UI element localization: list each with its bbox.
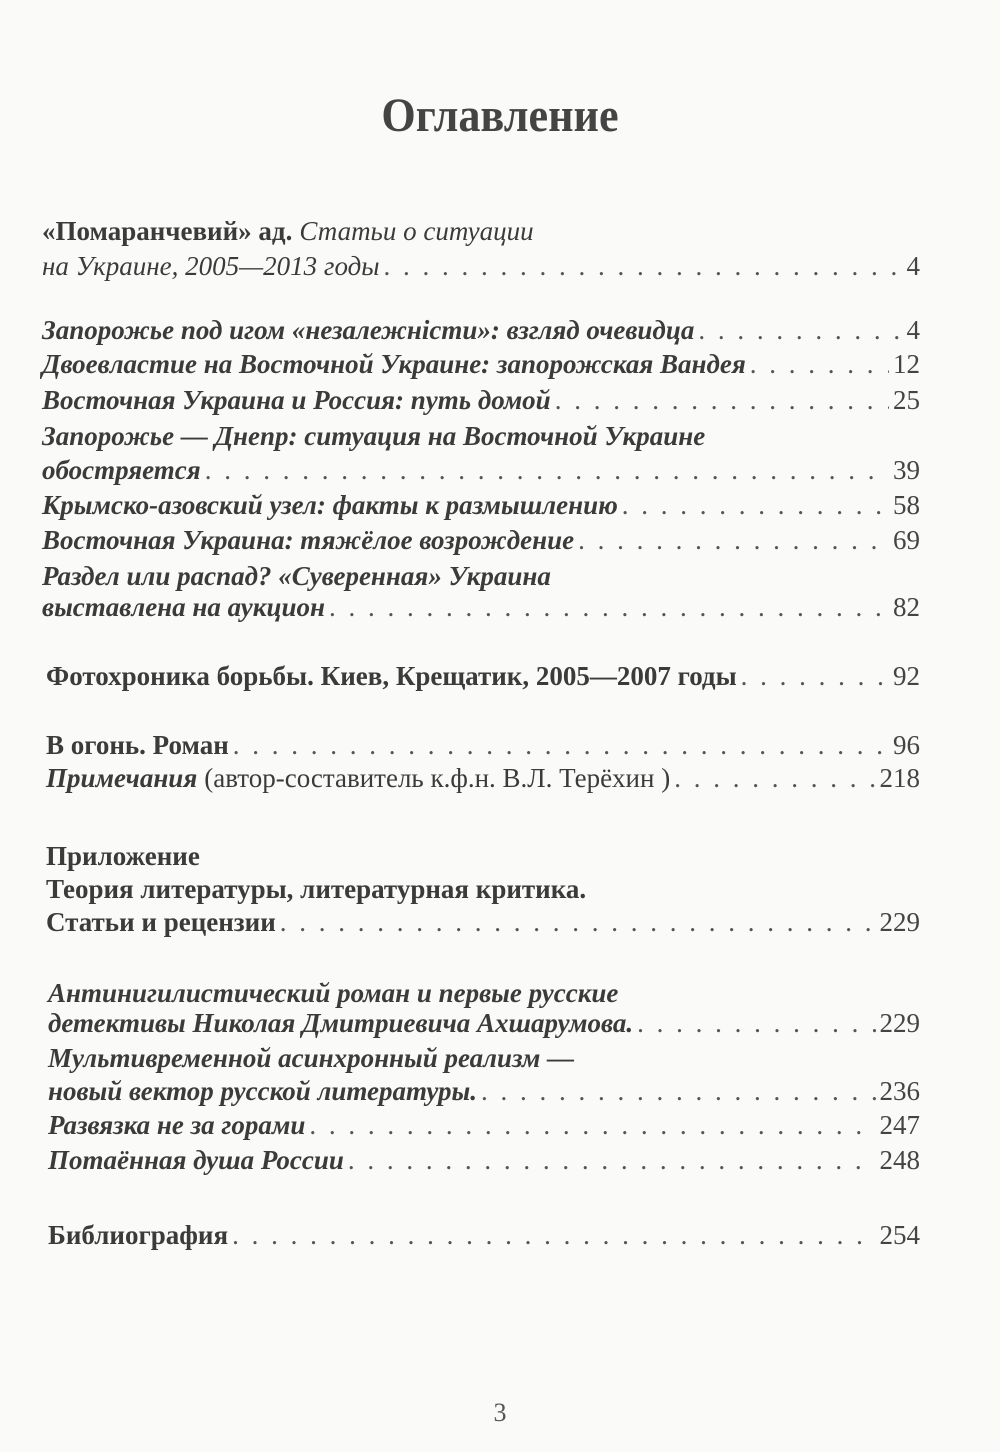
toc-entry[interactable] [46, 728, 920, 762]
toc-entry[interactable] [48, 1006, 920, 1040]
toc-entry[interactable] [48, 1074, 920, 1108]
toc-entry-line [42, 559, 920, 593]
dot-leader [481, 1074, 876, 1108]
toc-entry[interactable] [48, 1108, 920, 1142]
entry-title: Мультивременной асинхронный реализм — [48, 1043, 575, 1073]
page-number: 3 [493, 1398, 507, 1427]
entry-title: Запорожье под игом «незалежністи»: взгляд очевидца [42, 315, 695, 345]
toc-entry-line [48, 976, 920, 1010]
dot-leader [329, 590, 889, 624]
page-ref: 229 [879, 1008, 920, 1038]
page-ref: 12 [893, 349, 920, 379]
dot-leader [309, 1108, 875, 1142]
entry-title: Фотохроника борьбы. Киев, Крещатик, 2005—2007 годы [46, 661, 737, 691]
entry-title: Раздел или распад? «Суверенная» Украина [42, 561, 551, 591]
toc-entry[interactable] [42, 383, 920, 417]
toc-entry[interactable] [42, 249, 920, 283]
entry-title: Статьи и рецензии [46, 907, 276, 937]
page-ref: 92 [893, 661, 920, 691]
dot-leader [578, 523, 889, 557]
page-ref: 248 [879, 1145, 920, 1175]
page-ref: 39 [893, 455, 920, 485]
entry-title: Восточная Украина: тяжёлое возрождение [42, 525, 575, 555]
dot-leader [233, 728, 889, 762]
entry-title: Антинигилистический роман и первые русские [48, 978, 619, 1008]
dot-leader [637, 1006, 875, 1040]
entry-title: В огонь. Роман [46, 730, 229, 760]
page-ref: 82 [893, 592, 920, 622]
entry-title: Теория литературы, литературная критика. [46, 874, 587, 904]
toc-entry-line [48, 1041, 920, 1075]
toc-entry-line [46, 839, 920, 873]
entry-title: Восточная Украина и Россия: путь домой [42, 385, 551, 415]
toc-entry-line [42, 214, 920, 248]
entry-note: (автор-составитель к.ф.н. В.Л. Терёхин ) [204, 763, 671, 793]
entry-title: Библиография [48, 1220, 229, 1250]
page-ref: 218 [879, 763, 920, 793]
toc-entry[interactable] [42, 453, 920, 487]
entry-title: Двоевластие на Восточной Украине: запорожская Вандея [42, 349, 746, 379]
toc-entry-line [46, 872, 920, 906]
toc-entry-line [42, 419, 920, 453]
page-ref: 236 [879, 1076, 920, 1106]
toc-entry[interactable] [46, 905, 920, 939]
entry-subtitle: Статьи о ситуации [299, 216, 534, 246]
entry-title: выставлена на аукцион [42, 592, 325, 622]
dot-leader [741, 659, 889, 693]
entry-title: Запорожье — Днепр: ситуация на Восточной Украине [42, 421, 706, 451]
toc-entry[interactable] [48, 1143, 920, 1177]
dot-leader [205, 453, 889, 487]
dot-leader [384, 249, 903, 283]
toc-entry[interactable] [42, 347, 920, 381]
entry-title: новый вектор русской литературы. [48, 1076, 477, 1106]
dot-leader [674, 761, 875, 795]
toc-entry[interactable] [42, 313, 920, 347]
page-ref: 4 [906, 251, 920, 281]
page-ref: 254 [879, 1220, 920, 1250]
page-ref: 58 [893, 490, 920, 520]
dot-leader [750, 347, 889, 381]
dot-leader [622, 488, 889, 522]
page-ref: 69 [893, 525, 920, 555]
dot-leader [698, 313, 902, 347]
toc-entry[interactable] [46, 659, 920, 693]
page-ref: 25 [893, 385, 920, 415]
entry-title: Развязка не за горами [48, 1110, 306, 1140]
entry-title: детективы Николая Дмитриевича Ахшарумова. [48, 1008, 634, 1038]
entry-title: Потаённая душа России [48, 1145, 344, 1175]
page-ref: 96 [893, 730, 920, 760]
entry-title: Приложение [46, 841, 200, 871]
dot-leader [232, 1218, 875, 1252]
entry-title: обостряется [42, 455, 201, 485]
entry-title: Крымско-азовский узел: факты к размышлению [42, 490, 618, 520]
page-title: Оглавление [381, 89, 619, 142]
page-ref: 229 [879, 907, 920, 937]
page-ref: 4 [906, 315, 920, 345]
entry-title: «Помаранчевий» ад. [42, 216, 293, 246]
toc-entry[interactable] [48, 1218, 920, 1252]
dot-leader [555, 383, 889, 417]
toc-entry[interactable] [46, 761, 920, 795]
dot-leader [280, 905, 876, 939]
dot-leader [348, 1143, 876, 1177]
toc-entry[interactable] [42, 488, 920, 522]
entry-subtitle: на Украине, 2005—2013 годы [42, 251, 380, 281]
entry-title: Примечания [46, 763, 198, 793]
toc-entry[interactable] [42, 590, 920, 624]
page-ref: 247 [879, 1110, 920, 1140]
toc-entry[interactable] [42, 523, 920, 557]
